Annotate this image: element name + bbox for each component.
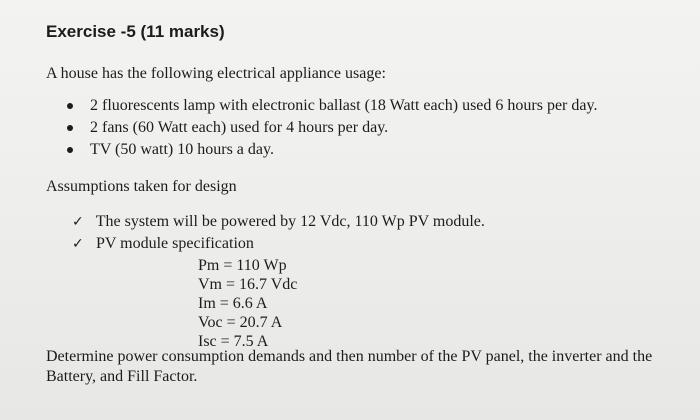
assumptions-list (72, 212, 485, 256)
spec-isc: Isc = 7.5 A (198, 333, 269, 350)
checkmark-icon: ✓ (72, 236, 84, 252)
intro-text: A house has the following electrical appliance usage: (46, 65, 386, 82)
bullet-icon (67, 125, 73, 131)
spec-voc: Voc = 20.7 A (198, 314, 283, 331)
question-text: Determine power consumption demands and then number of the PV panel, the inverter and the Battery, and Fill Factor. (46, 348, 653, 385)
appliance-text: 2 fluorescents lamp with electronic ballast (18 Watt each) used 6 hours per day. (90, 97, 598, 114)
assumption-item (72, 234, 485, 256)
exercise-title: Exercise -5 (11 marks) (46, 22, 225, 41)
pv-spec-list (198, 256, 297, 351)
spec-pm: Pm = 110 Wp (198, 257, 287, 274)
appliance-text: TV (50 watt) 10 hours a day. (90, 141, 274, 158)
assumptions-heading: Assumptions taken for design (46, 178, 237, 195)
bullet-icon (67, 147, 73, 153)
spec-vm: Vm = 16.7 Vdc (198, 276, 298, 293)
bullet-icon (67, 103, 73, 109)
spec-im: Im = 6.6 A (198, 295, 268, 312)
appliance-text: 2 fans (60 Watt each) used for 4 hours per day. (90, 119, 389, 136)
appliance-item (60, 118, 597, 140)
appliance-list (60, 96, 597, 162)
assumption-text: PV module specification (96, 235, 254, 252)
appliance-item (60, 96, 597, 118)
appliance-item (60, 140, 597, 162)
assumption-text: The system will be powered by 12 Vdc, 110 Wp PV module. (95, 213, 485, 230)
assumption-item (72, 212, 485, 234)
checkmark-icon: ✓ (72, 214, 84, 230)
